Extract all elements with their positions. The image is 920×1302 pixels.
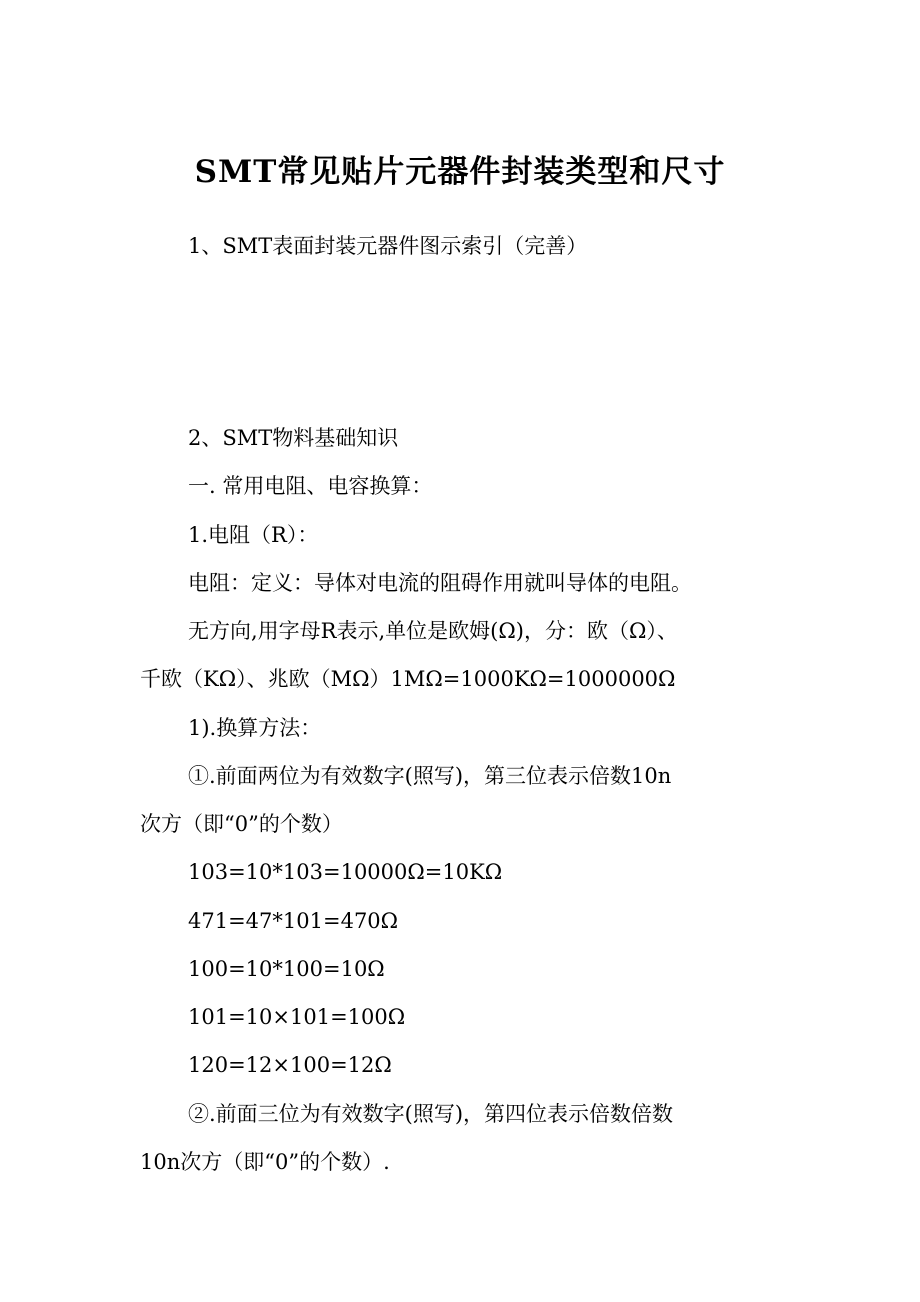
- section-heading-2: 2、SMT物料基础知识: [188, 426, 399, 450]
- formula-line: 103=10*103=10000Ω=10KΩ: [188, 860, 503, 884]
- paragraph-line: ②.前面三位为有效数字(照写)，第四位表示倍数倍数: [188, 1102, 674, 1126]
- paragraph-line: 1).换算方法：: [188, 716, 322, 740]
- paragraph-line: 千欧（KΩ）、兆欧（MΩ）1MΩ=1000KΩ=1000000Ω: [140, 667, 676, 691]
- document-title: SMT常见贴片元器件封装类型和尺寸: [194, 154, 726, 190]
- paragraph-line: 次方（即“0”的个数）: [140, 812, 343, 836]
- formula-line: 100=10*100=10Ω: [188, 957, 385, 981]
- paragraph-line: 无方向,用字母R表示,单位是欧姆(Ω)，分：欧（Ω）、: [188, 619, 678, 643]
- paragraph-line: 10n次方（即“0”的个数）.: [140, 1150, 390, 1174]
- formula-line: 471=47*101=470Ω: [188, 909, 399, 933]
- paragraph-line: ①.前面两位为有效数字(照写)，第三位表示倍数10n: [188, 764, 672, 788]
- formula-line: 101=10×101=100Ω: [188, 1005, 406, 1029]
- formula-line: 120=12×100=12Ω: [188, 1053, 392, 1077]
- section-heading-1: 1、SMT表面封装元器件图示索引（完善）: [188, 234, 588, 258]
- paragraph-line: 1.电阻（R）：: [188, 523, 319, 547]
- paragraph-line: 电阻：定义：导体对电流的阻碍作用就叫导体的电阻。: [188, 571, 692, 595]
- subsection-heading: 一. 常用电阻、电容换算：: [188, 474, 433, 498]
